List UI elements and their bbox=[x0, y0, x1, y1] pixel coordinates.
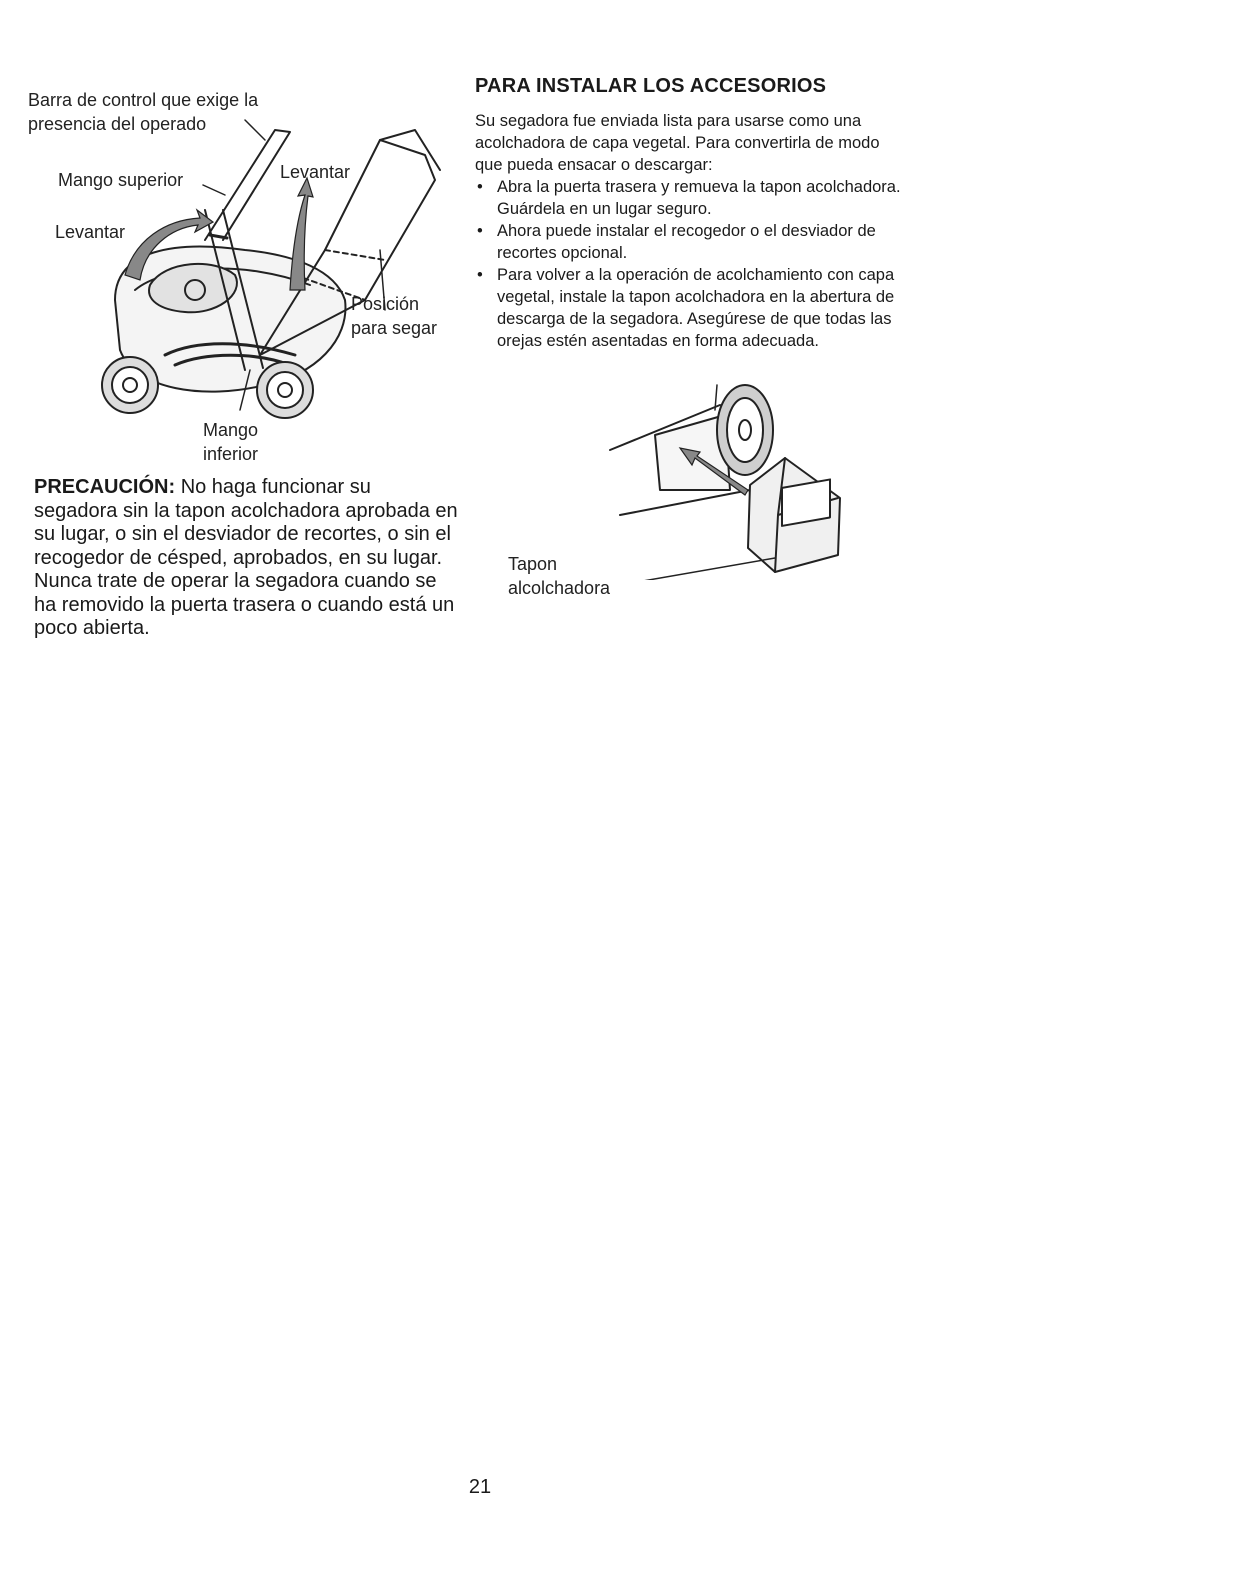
label-mulch-plug: Tapon alcolchadora bbox=[508, 554, 611, 598]
front-wheel bbox=[102, 357, 158, 413]
caution-keyword: PRECAUCIÓN: bbox=[34, 476, 176, 498]
list-item: • Abra la puerta trasera y remueva la tapon acolchadora. Guárdela en un lugar seguro. bbox=[475, 176, 905, 220]
rear-wheel bbox=[257, 362, 313, 418]
caution-paragraph bbox=[34, 476, 459, 641]
label-lift-right: Levantar bbox=[280, 162, 351, 182]
page-number: 21 bbox=[468, 1476, 492, 1498]
list-item: • Ahora puede instalar el recogedor o el desviador de recortes opcional. bbox=[475, 220, 905, 264]
label-lift-left: Levantar bbox=[55, 222, 126, 242]
mower-illustration bbox=[95, 100, 455, 430]
mulch-plug-illustration bbox=[600, 380, 850, 580]
label-upper-handle: Mango superior bbox=[58, 170, 184, 190]
section-heading: PARA INSTALAR LOS ACCESORIOS bbox=[475, 75, 827, 97]
instruction-list bbox=[475, 176, 905, 352]
section-intro: Su segadora fue enviada lista para usarse como una acolchadora de capa vegetal. Para convertirla de modo que pueda ensacar o descargar: bbox=[475, 112, 880, 174]
list-item: • Para volver a la operación de acolchamiento con capa vegetal, instale la tapon acolchadora en la abertura de descarga de la segadora. Asegúrese de que todas las orejas estén asentadas en forma adecuada. bbox=[475, 264, 905, 352]
label-mowing-position: Posición para segar bbox=[351, 294, 438, 338]
upper-handle bbox=[205, 130, 290, 240]
label-lower-handle: Mango inferior bbox=[203, 420, 259, 464]
caution-text: No haga funcionar su segadora sin la tapon acolchadora aprobada en su lugar, o sin el desviador de recortes, o sin el recogedor de césped, aprobados, en su lugar. Nunca trate de operar la segadora cuando se ha removido la puerta trasera o cuando está un poco abierta. bbox=[34, 476, 458, 639]
rear-wheel bbox=[717, 385, 773, 475]
label-control-bar: Barra de control que exige la presencia del operado bbox=[28, 90, 259, 134]
